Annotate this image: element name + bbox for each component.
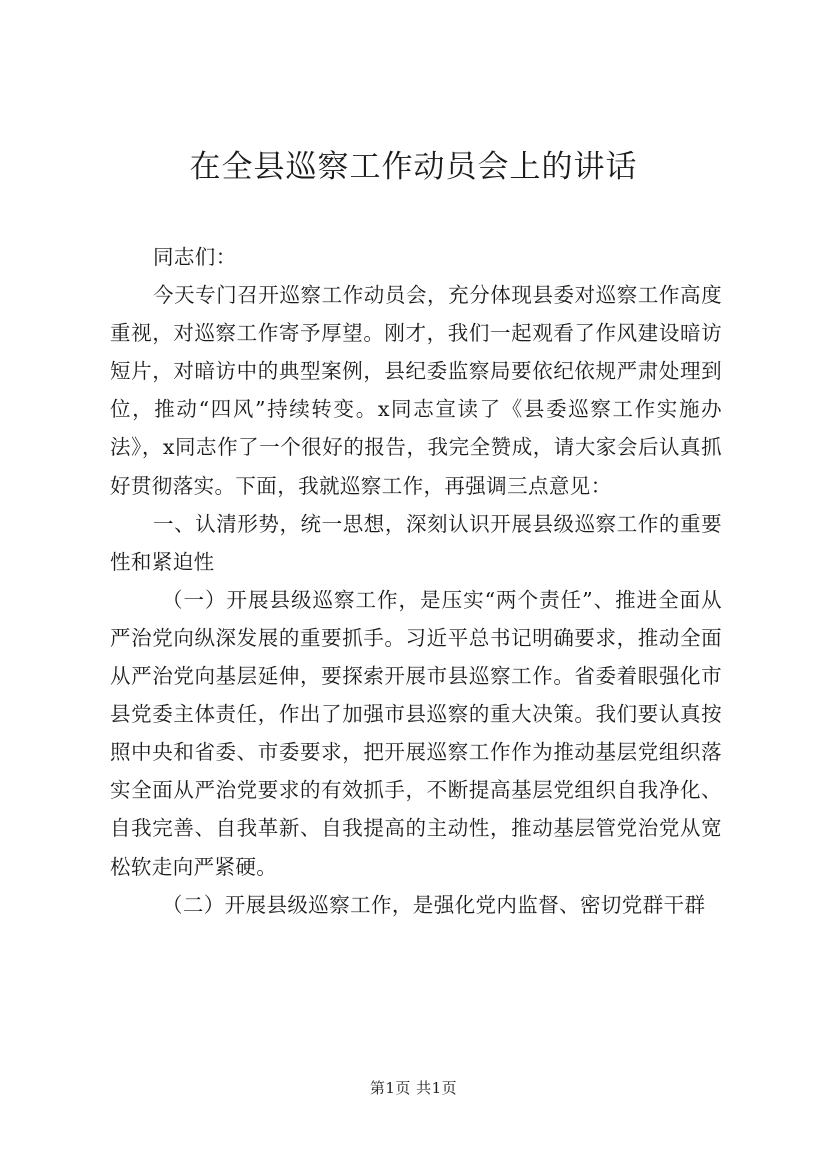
- page-footer: 第1页 共1页: [369, 1079, 458, 1097]
- greeting: 同志们：: [153, 245, 237, 269]
- document-title: 在全县巡察工作动员会上的讲话: [189, 149, 638, 185]
- paragraph-point-1: （一）开展县级巡察工作，是压实“两个责任”、推进全面从严治党向纵深发展的重要抓手。习近平总书记明确要求，推动全面从严治党向基层延伸，要探索开展市县巡察工作。省委着眼强化市县党委主体责任，作出了加强市县巡察的重大决策。我们要认真按照中央和省委、市委要求，把开展巡察工作作为推动基层党组织落实全面从严治党要求的有效抓手，不断提高基层党组织自我净化、自我完善、自我革新、自我提高的主动性，推动基层管党治党从宽松软走向严紧硬。: [110, 587, 722, 879]
- paragraph-point-2: （二）开展县级巡察工作，是强化党内监督、密切党群干群: [162, 892, 706, 917]
- paragraph-intro: 今天专门召开巡察工作动员会，充分体现县委对巡察工作高度重视，对巡察工作寄予厚望。刚才，我们一起观看了作风建设暗访短片，对暗访中的典型案例，县纪委监察局要依纪依规严肃处理到位，推动“四风”持续转变。x同志宣读了《县委巡察工作实施办法》，x同志作了一个很好的报告，我完全赞成，请大家会后认真抓好贯彻落实。下面，我就巡察工作，再强调三点意见：: [110, 283, 722, 498]
- document-body: [110, 238, 722, 924]
- section-heading-1: 一、认清形势，统一思想，深刻认识开展县级巡察工作的重要性和紧迫性: [110, 511, 722, 574]
